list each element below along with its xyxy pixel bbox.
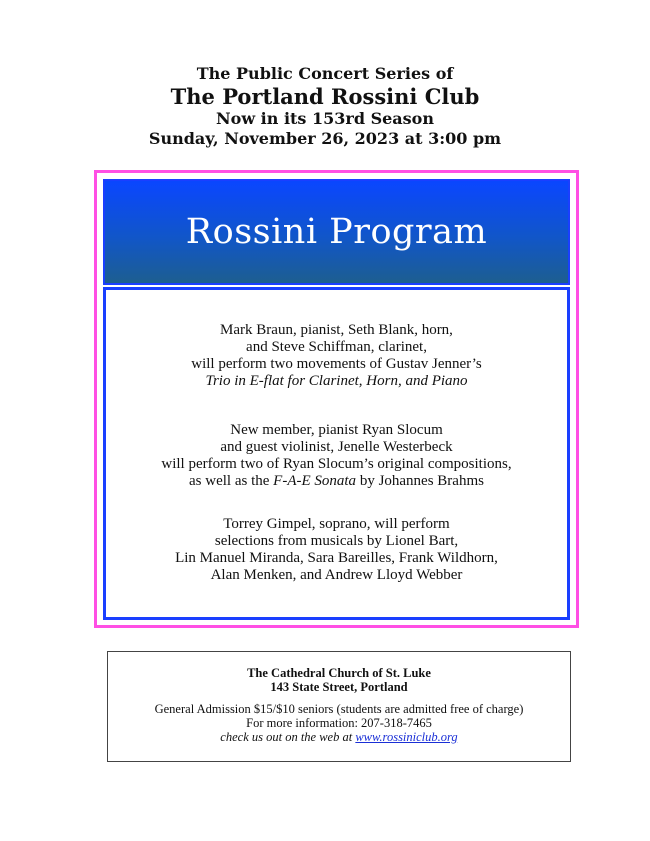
- line-text: as well as the: [189, 473, 274, 489]
- season-info: Now in its 153rd Season: [216, 109, 434, 129]
- admission-info: General Admission $15/$10 seniors (students are admitted free of charge): [154, 702, 524, 716]
- performance-3: [106, 516, 567, 584]
- website-line: [108, 730, 570, 744]
- line-text: by Johannes Brahms: [356, 473, 484, 489]
- performance-line: selections from musicals by Lionel Bart,: [214, 533, 459, 549]
- club-name: The Portland Rossini Club: [170, 83, 480, 109]
- performance-line: [106, 473, 567, 490]
- performance-line: and Steve Schiffman, clarinet,: [246, 339, 427, 355]
- performance-line: will perform two movements of Gustav Jenner’s: [191, 356, 482, 372]
- venue-name: The Cathedral Church of St. Luke: [247, 666, 431, 680]
- website-prefix: check us out on the web at: [220, 730, 356, 744]
- performance-line: will perform two of Ryan Slocum’s original compositions,: [161, 456, 512, 472]
- piece-title: Trio in E-flat for Clarinet, Horn, and Piano: [205, 373, 468, 389]
- venue-address: 143 State Street, Portland: [270, 680, 408, 694]
- website-link[interactable]: www.rossiniclub.org: [355, 730, 458, 744]
- performance-line: and guest violinist, Jenelle Westerbeck: [220, 439, 453, 455]
- program-details: [103, 287, 570, 620]
- performance-line: Torrey Gimpel, soprano, will perform: [223, 516, 450, 532]
- performance-line: Alan Menken, and Andrew Lloyd Webber: [210, 567, 463, 583]
- contact-info: For more information: 207-318-7465: [246, 716, 432, 730]
- program-title: Rossini Program: [185, 212, 488, 252]
- performance-line: Mark Braun, pianist, Seth Blank, horn,: [220, 322, 453, 338]
- piece-title: F-A-E Sonata: [273, 473, 357, 489]
- series-title: The Public Concert Series of: [196, 64, 454, 83]
- performance-line: New member, pianist Ryan Slocum: [230, 422, 443, 438]
- performance-line: Lin Manuel Miranda, Sara Bareilles, Frank Wildhorn,: [175, 550, 498, 566]
- concert-header: [0, 64, 650, 148]
- performance-2: [106, 422, 567, 490]
- performance-1: [106, 322, 567, 390]
- concert-date: Sunday, November 26, 2023 at 3:00 pm: [148, 128, 502, 148]
- program-banner: [103, 179, 570, 285]
- venue-info-box: [107, 651, 571, 762]
- program-frame: [94, 170, 579, 628]
